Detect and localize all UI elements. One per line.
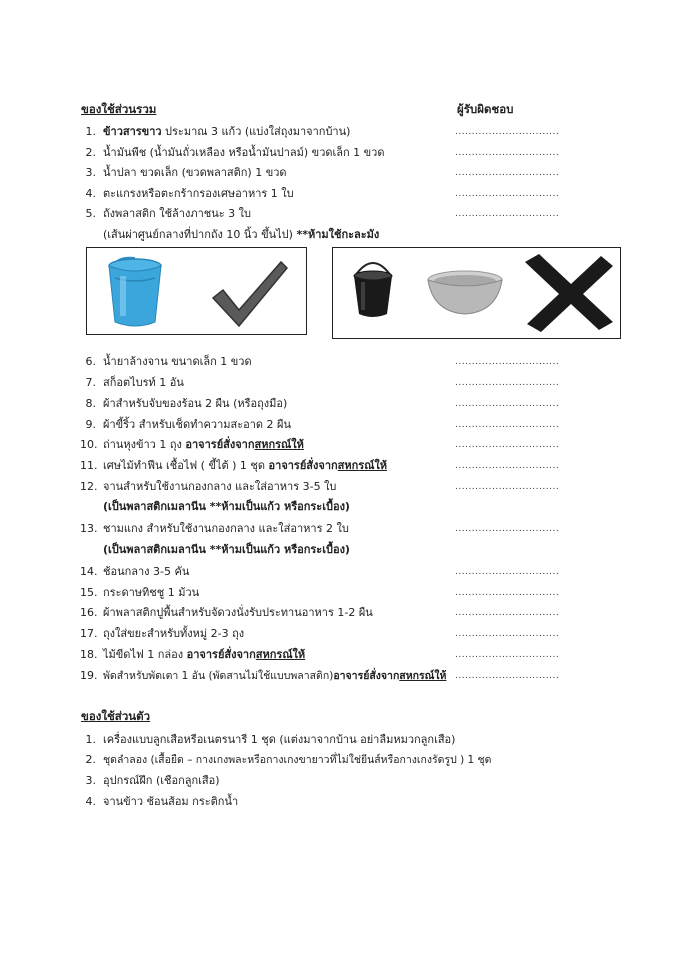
responsible-blank: ...............................: [455, 127, 560, 137]
item-text: จานสำหรับใช้งานกองกลาง และใส่อาหาร 3-5 ใบ: [103, 480, 337, 493]
responsible-blank: ...............................: [455, 629, 560, 639]
responsible-blank: ...............................: [455, 357, 560, 367]
responsible-blank: ...............................: [455, 420, 560, 430]
item-text: น้ำปลา ขวดเล็ก (ขวดพลาสติก) 1 ขวด: [103, 166, 287, 179]
responsible-header: ผู้รับผิดชอบ: [457, 102, 514, 116]
personal-item-text: อุปกรณ์ฝึก (เชือกลูกเสือ): [103, 774, 220, 787]
responsible-blank: ...............................: [455, 650, 560, 660]
forbidden-containers-box: [332, 247, 621, 339]
responsible-blank: ...............................: [455, 440, 560, 450]
item-text: กระดาษทิชชู 1 ม้วน: [103, 586, 200, 599]
common-items-title: ของใช้ส่วนรวม: [81, 102, 157, 116]
item-text: ผ้าพลาสติกปูพื้นสำหรับจัดวงนั่งรับประทานอาหาร 1-2 ผืน: [103, 606, 373, 619]
item-text: ข้าวสารขาว ประมาณ 3 แก้ว (แบ่งใส่ถุงมาจากบ้าน): [103, 125, 351, 138]
item-text: ถ่านหุงข้าว 1 ถุง อาจารย์สั่งจากสหกรณ์ให้: [103, 438, 304, 451]
item-text: พัดสำหรับพัดเตา 1 อัน (พัดสานไม่ใช้แบบพลาสติก)อาจารย์สั่งจากสหกรณ์ให้: [103, 670, 447, 682]
item-number: 11.: [80, 459, 98, 472]
item-text: ผ้าสำหรับจับของร้อน 2 ผืน (หรือถุงมือ): [103, 397, 288, 410]
item-text: ถุงใส่ขยะสำหรับทั้งหมู่ 2-3 ถุง: [103, 627, 245, 640]
item-number: 1.: [85, 125, 96, 138]
item-number: 13.: [80, 522, 98, 535]
personal-item-text: ชุดลำลอง (เสื้อยืด – กางเกงพละหรือกางเกงขายาวที่ไม่ใช่ยีนส์หรือกางเกงรัดรูป ) 1 ชุด: [103, 754, 492, 766]
item-number: 2.: [85, 146, 96, 159]
responsible-blank: ...............................: [455, 148, 560, 158]
item-number: 6.: [85, 355, 96, 368]
responsible-blank: ...............................: [455, 399, 560, 409]
gray-basin-icon: [428, 271, 502, 314]
item-number: 14.: [80, 565, 98, 578]
item-number: 5.: [85, 207, 96, 220]
responsible-blank: ...............................: [455, 168, 560, 178]
item-number: 17.: [80, 627, 98, 640]
item-text: เศษไม้ทำฟืน เชื้อไฟ ( ขี้ไต้ ) 1 ชุด อาจารย์สั่งจากสหกรณ์ให้: [103, 459, 388, 472]
item-text: น้ำยาล้างจาน ขนาดเล็ก 1 ขวด: [103, 355, 252, 368]
item-number: 1.: [85, 733, 96, 746]
item-number: 4.: [85, 795, 96, 808]
item-number: 4.: [85, 187, 96, 200]
melamine-note: (เป็นพลาสติกเมลานีน **ห้ามเป็นแก้ว หรือกระเบื้อง): [103, 543, 350, 556]
responsible-blank: ...............................: [455, 567, 560, 577]
item-number: 18.: [80, 648, 98, 661]
item-number: 2.: [85, 753, 96, 766]
melamine-note: (เป็นพลาสติกเมลานีน **ห้ามเป็นแก้ว หรือกระเบื้อง): [103, 500, 350, 513]
item-text: ผ้าขี้ริ้ว สำหรับเช็ดทำความสะอาด 2 ผืน: [103, 418, 292, 431]
item-number: 3.: [85, 774, 96, 787]
responsible-blank: ...............................: [455, 209, 560, 219]
personal-items-title: ของใช้ส่วนตัว: [81, 709, 151, 723]
responsible-blank: ...............................: [455, 189, 560, 199]
item-number: 9.: [85, 418, 96, 431]
item-text: ช้อนกลาง 3-5 คัน: [103, 565, 190, 578]
item-number: 15.: [80, 586, 98, 599]
item-number: 12.: [80, 480, 98, 493]
responsible-blank: ...............................: [455, 608, 560, 618]
item-text: ชามแกง สำหรับใช้งานกองกลาง และใส่อาหาร 2 ใบ: [103, 522, 349, 535]
blue-bucket-icon: [109, 258, 161, 326]
item-text: น้ำมันพืช (น้ำมันถั่วเหลือง หรือน้ำมันปาลม์) ขวดเล็ก 1 ขวด: [103, 146, 385, 159]
responsible-blank: ...............................: [455, 588, 560, 598]
item-number: 10.: [80, 438, 98, 451]
item-number: 8.: [85, 397, 96, 410]
personal-item-text: เครื่องแบบลูกเสือหรือเนตรนารี 1 ชุด (แต่งมาจากบ้าน อย่าลืมหมวกลูกเสือ): [103, 733, 456, 746]
responsible-blank: ...............................: [455, 671, 560, 681]
item-text: สก็อตไบรท์ 1 อัน: [103, 376, 184, 389]
item-number: 16.: [80, 606, 98, 619]
item-text: ตะแกรงหรือตะกร้ากรองเศษอาหาร 1 ใบ: [103, 187, 294, 200]
forbidden-illustration: [333, 248, 620, 338]
black-pail-icon: [354, 263, 392, 317]
responsible-blank: ...............................: [455, 461, 560, 471]
item-number: 3.: [85, 166, 96, 179]
responsible-blank: ...............................: [455, 482, 560, 492]
item-text: ไม้ขีดไฟ 1 กล่อง อาจารย์สั่งจากสหกรณ์ให้: [103, 648, 306, 661]
personal-item-text: จานข้าว ช้อนส้อม กระติกน้ำ: [103, 795, 239, 808]
bucket-size-note: (เส้นผ่าศูนย์กลางที่ปากถัง 10 นิ้ว ขึ้นไป) **ห้ามใช้กะละมัง: [103, 228, 380, 241]
item-text: ถังพลาสติก ใช้ล้างภาชนะ 3 ใบ: [103, 207, 252, 220]
responsible-blank: ...............................: [455, 378, 560, 388]
check-mark-icon: [213, 262, 287, 326]
allowed-illustration: [87, 248, 306, 334]
responsible-blank: ...............................: [455, 524, 560, 534]
cross-mark-icon: [525, 254, 613, 332]
item-number: 7.: [85, 376, 96, 389]
allowed-bucket-box: [86, 247, 307, 335]
item-number: 19.: [80, 669, 98, 682]
